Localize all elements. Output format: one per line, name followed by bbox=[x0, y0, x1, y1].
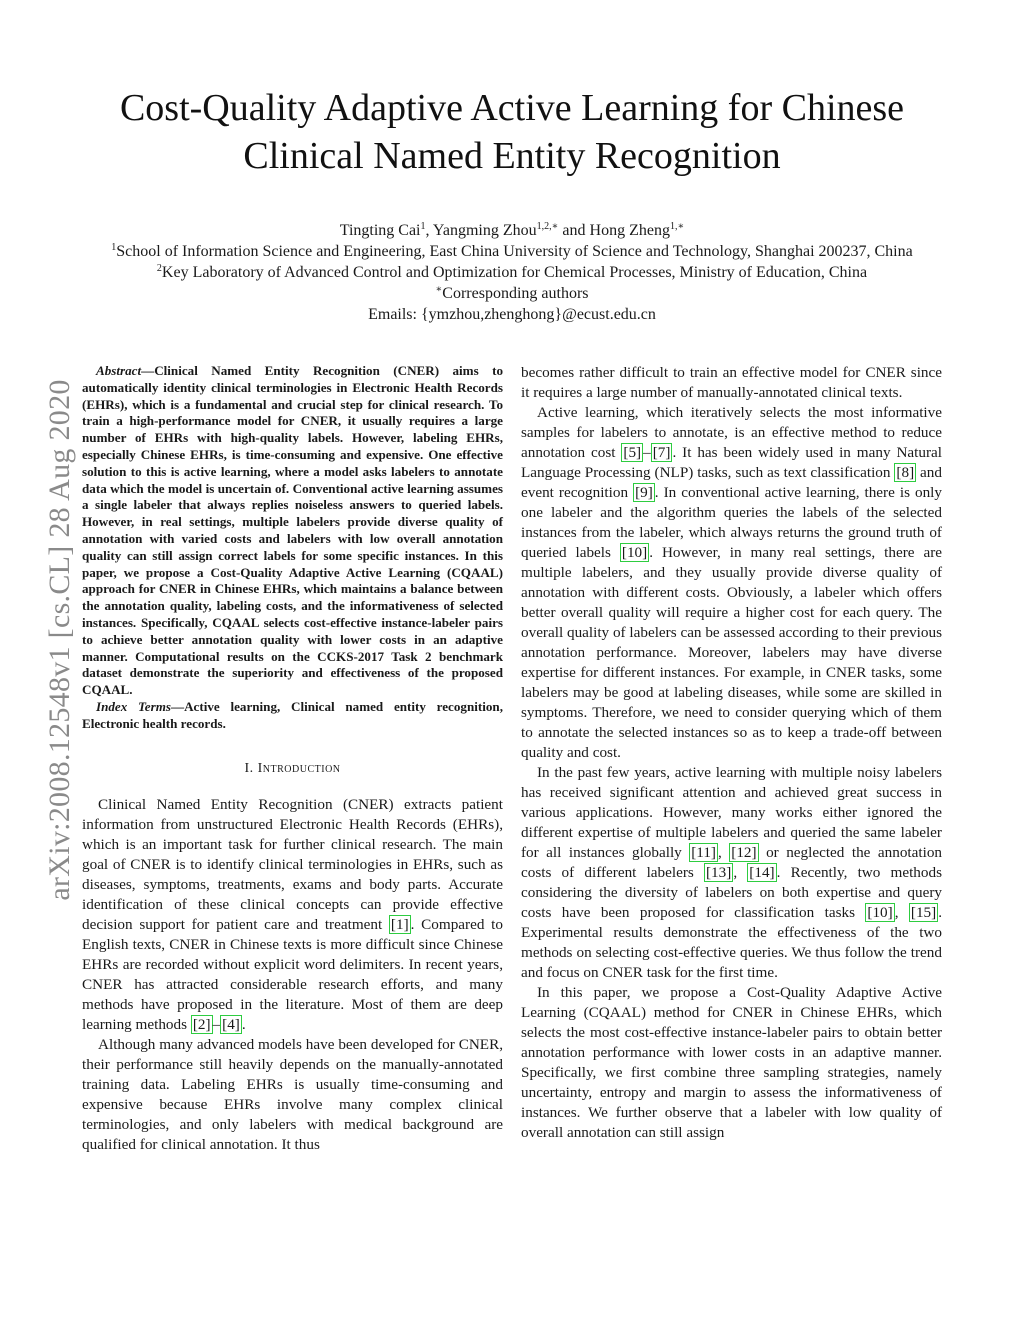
author-affiliation-marker: 1 bbox=[420, 221, 426, 232]
body-text: and event recognition bbox=[521, 464, 942, 501]
body-text: In the past few years, active learning with multiple noisy labelers has received significant attention and achieved great success in various applications. However, many works either ignored the different expertise of multiple labelers and queried the same labeler for all instances globally bbox=[521, 764, 942, 861]
section-number: I. bbox=[244, 760, 254, 776]
right-body-text bbox=[521, 363, 942, 1143]
paper-title-line-2: Clinical Named Entity Recognition bbox=[243, 135, 781, 177]
citation-link[interactable] bbox=[191, 1015, 213, 1034]
left-body-text bbox=[82, 795, 503, 1155]
citation-link-text[interactable]: [7] bbox=[652, 444, 671, 461]
body-text: Although many advanced models have been developed for CNER, their performance still heavily depends on the manually-annotated training data. Labeling EHRs is usually time-consuming and expensive because EHRs involve many complex clinical terminologies, and only labelers with medical background are qualified for clinical annotation. It thus bbox=[82, 1035, 503, 1153]
affiliation-2-text: Key Laboratory of Advanced Control and Optimization for Chemical Processes, Ministry of Education, China bbox=[161, 264, 868, 281]
citation-link-text[interactable]: [8] bbox=[896, 464, 915, 481]
citation-link[interactable] bbox=[689, 843, 718, 862]
body-text: – bbox=[212, 1015, 221, 1033]
index-terms-dash: — bbox=[171, 698, 185, 714]
citation-link-text[interactable]: [13] bbox=[706, 864, 732, 881]
author-block bbox=[40, 220, 984, 325]
citation-link-text[interactable]: [10] bbox=[621, 544, 648, 561]
citation-link[interactable] bbox=[220, 1015, 242, 1034]
abstract-text: Clinical Named Entity Recognition (CNER) aims to automatically identity clinical terminologies in Electronic Health Records (EHRs), which is a fundamental and crucial step for clinical research. To train a high-performance model for CNER, it usually requires a large number of EHRs with high-quality labels. However, labeling EHRs, especially Chinese EHRs, is time-consuming and expensive. One effective solution to this is active learning, where a model asks labelers to annotate data which the model is uncertain of. Conventional active learning assumes a single labeler that always replies noiseless answers to queried labels. However, in real settings, multiple labelers provide diverse quality of annotation with varied costs and labelers with low overall annotation quality can still assign correct labels for some specific instances. In this paper, we propose a Cost-Quality Adaptive Active Learning (CQAAL) approach for CNER in Chinese EHRs, which maintains a balance between the annotation quality, labeling costs, and the informativeness of selected instances. Specifically, CQAAL selects cost-effective instance-labeler pairs to achieve better annotation quality with lower costs in an adaptive manner. Computational results on the CCKS-2017 Task 2 benchmark dataset demonstrate the superiority and effectiveness of the proposed CQAAL. bbox=[82, 363, 503, 698]
citation-link[interactable] bbox=[909, 903, 938, 922]
citation-link-text[interactable]: [4] bbox=[222, 1015, 240, 1033]
body-text: . Experimental results demonstrate the effectiveness of the two methods on selecting cost-effective queries. We thus follow the trend and focus on CNER task for the first time. bbox=[521, 904, 943, 981]
corresponding-marker: ∗ bbox=[435, 284, 443, 295]
citation-link-text[interactable]: [11] bbox=[691, 844, 716, 861]
corresponding-note bbox=[40, 283, 984, 304]
author-name: Yangming Zhou bbox=[432, 222, 537, 239]
citation-link-text[interactable]: [2] bbox=[192, 1015, 211, 1033]
body-text: . Recently, two methods considering the diversity of labelers on both expertise and query costs have been proposed for classification tasks bbox=[521, 864, 942, 921]
citation-link-text[interactable]: [14] bbox=[749, 864, 775, 881]
body-text: . In conventional active learning, there is only one labeler and the algorithm queries the labels of the selected instances from the labeler, which always returns the ground truth of queried labels bbox=[521, 484, 942, 561]
right-column bbox=[521, 363, 942, 1143]
abstract bbox=[82, 363, 503, 699]
citation-link-text[interactable]: [5] bbox=[623, 444, 642, 461]
citation-link[interactable] bbox=[651, 443, 673, 462]
body-paragraph bbox=[521, 763, 942, 983]
body-text: or neglected the annotation costs of different labelers bbox=[521, 844, 943, 881]
citation-link[interactable] bbox=[633, 483, 655, 502]
author-separator: and bbox=[558, 222, 590, 239]
body-paragraph bbox=[82, 1035, 503, 1155]
index-terms-label: Index Terms bbox=[96, 698, 171, 714]
paper-title bbox=[60, 84, 964, 180]
citation-link[interactable] bbox=[704, 863, 733, 882]
body-text: , bbox=[718, 844, 730, 861]
citation-link-text[interactable]: [12] bbox=[731, 844, 757, 861]
body-text: . However, in many real settings, there are multiple labelers, and they usually provide diverse quality of annotation with different costs. Obviously, a labeler which offers better overall quality will require a higher cost for each query. The overall quality of labelers can be assessed according to their previous annotation performance. Moreover, labelers may have diverse expertise for different instances. For example, in CNER tasks, some labelers may be good at labeling diseases, while some are skilled in symptoms. Therefore, we need to consider querying which of them to annotate the selected instances so as to keep a trade-off between quality and cost. bbox=[521, 544, 942, 761]
body-paragraph bbox=[521, 403, 942, 763]
index-terms-text: Active learning, Clinical named entity recognition, Electronic health records. bbox=[82, 698, 503, 731]
index-terms bbox=[82, 699, 503, 733]
author-name: Hong Zheng bbox=[589, 222, 670, 239]
body-text: . bbox=[241, 1015, 246, 1033]
body-text: – bbox=[643, 444, 651, 461]
affiliation-2-marker: 2 bbox=[156, 263, 162, 274]
author-affiliation-marker: 1,∗ bbox=[669, 221, 685, 232]
citation-link-text[interactable]: [1] bbox=[390, 915, 409, 933]
left-column bbox=[82, 363, 503, 1155]
abstract-dash: — bbox=[141, 363, 155, 378]
affiliation-1-text: School of Information Science and Engineering, East China University of Science and Technology, Shanghai 200237, China bbox=[116, 243, 913, 260]
citation-link[interactable] bbox=[894, 463, 916, 482]
body-text: In this paper, we propose a Cost-Quality Adaptive Active Learning (CQAAL) method for CNER in Chinese EHRs, which selects the most cost-effective instance-labeler pairs to obtain better annotation performance with lower costs in an adaptive manner. Specifically, we first combine three sampling strategies, namely uncertainty, entropy and margin to assess the informativeness of instances. We further observe that a labeler with low quality of overall annotation can still assign bbox=[521, 984, 942, 1141]
corresponding-text: Corresponding authors bbox=[442, 285, 589, 302]
author-name: Tingting Cai bbox=[339, 222, 421, 239]
citation-link[interactable] bbox=[729, 843, 758, 862]
abstract-label: Abstract bbox=[96, 363, 142, 378]
citation-link[interactable] bbox=[865, 903, 894, 922]
citation-link-text[interactable]: [10] bbox=[867, 904, 893, 921]
body-text: , bbox=[733, 864, 748, 881]
body-text: . Compared to English texts, CNER in Chinese texts is more difficult since Chinese EHRs are recorded without explicit word delimiters. In recent years, CNER has attracted considerable research efforts, and many methods have proposed in the literature. Most of them are deep learning methods bbox=[82, 915, 503, 1033]
affiliation-1-marker: 1 bbox=[111, 242, 117, 253]
author-affiliation-marker: 1,2,∗ bbox=[536, 221, 559, 232]
body-paragraph bbox=[521, 363, 942, 403]
section-heading bbox=[82, 761, 503, 777]
body-text: Active learning, which iteratively selects the most informative samples for labelers to annotate, is an effective method to reduce annotation cost bbox=[521, 404, 942, 461]
citation-link-text[interactable]: [9] bbox=[635, 484, 653, 501]
body-text: , bbox=[894, 904, 909, 921]
citation-link-text[interactable]: [15] bbox=[910, 904, 937, 921]
author-separator: , bbox=[425, 222, 433, 239]
body-text: Clinical Named Entity Recognition (CNER) extracts patient information from unstructured Electronic Health Records (EHRs), which is an important task for further clinical research. The main goal of CNER is to identify clinical terminologies in EHRs, such as diseases, symptoms, treatments, exams and body parts. Accurate identification of these clinical concepts can provide effective decision support for patient care and treatment bbox=[82, 795, 503, 933]
body-text: . It has been widely used in many Natural Language Processing (NLP) tasks, such as text classification bbox=[521, 444, 942, 481]
citation-link[interactable] bbox=[621, 443, 643, 462]
section-title: Introduction bbox=[257, 760, 341, 776]
citation-link[interactable] bbox=[389, 915, 411, 934]
author-list bbox=[40, 220, 984, 241]
citation-link[interactable] bbox=[747, 863, 776, 882]
affiliation-2 bbox=[40, 262, 984, 283]
paper-title-line-1: Cost-Quality Adaptive Active Learning for Chinese bbox=[119, 87, 905, 129]
body-paragraph bbox=[82, 795, 503, 1035]
body-paragraph bbox=[521, 983, 942, 1143]
body-text: becomes rather difficult to train an effective model for CNER since it requires a large number of manually-annotated clinical texts. bbox=[521, 364, 942, 401]
arxiv-identifier: arXiv:2008.12548v1 [cs.CL] 28 Aug 2020 bbox=[43, 379, 76, 901]
citation-link[interactable] bbox=[620, 543, 649, 562]
affiliation-1 bbox=[40, 241, 984, 262]
emails: Emails: {ymzhou,zhenghong}@ecust.edu.cn bbox=[368, 306, 656, 323]
